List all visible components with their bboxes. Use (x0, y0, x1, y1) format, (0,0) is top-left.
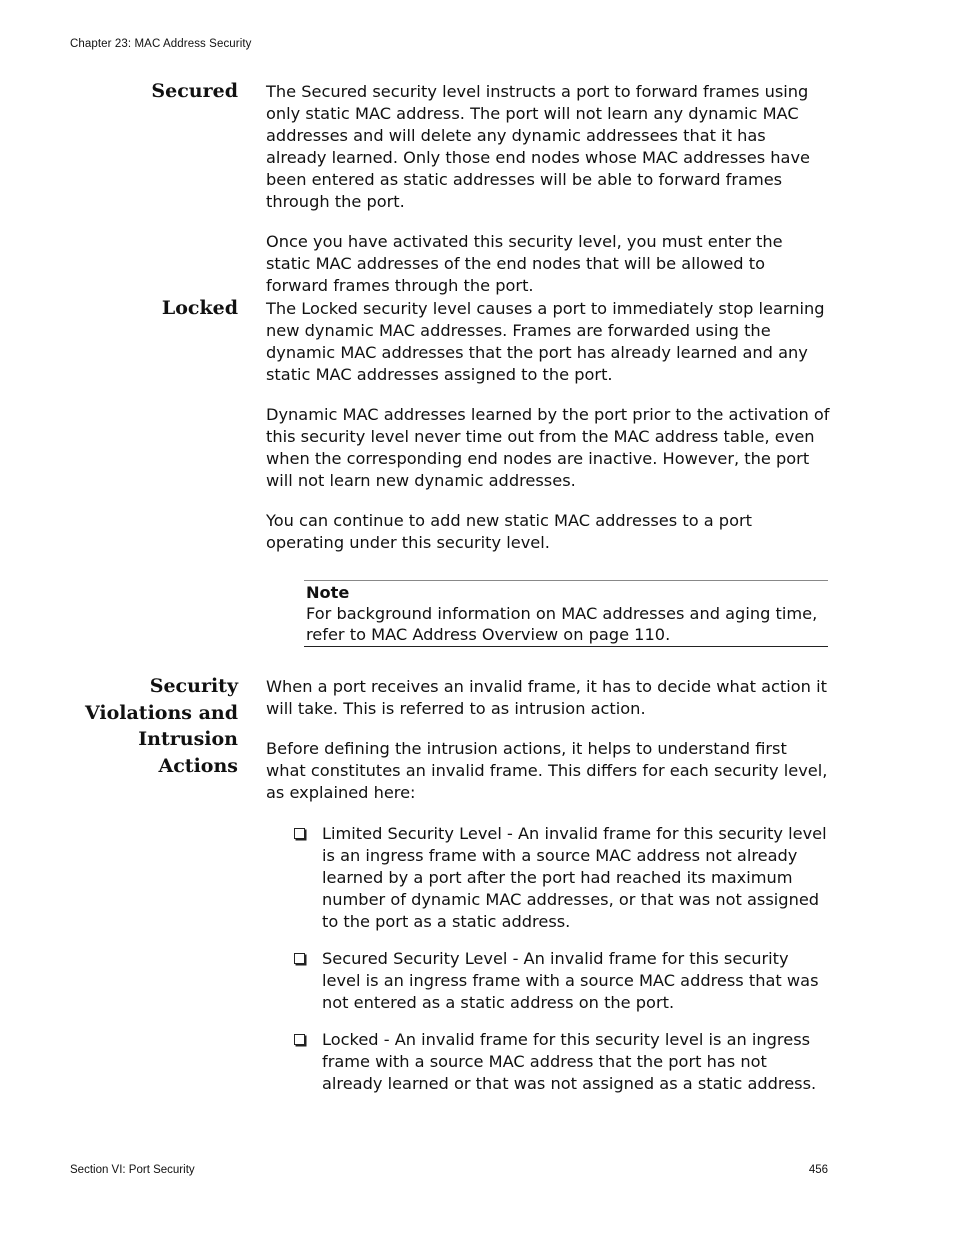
heading-line: Security (149, 675, 238, 697)
running-header: Chapter 23: MAC Address Security (70, 38, 252, 50)
checkbox-bullet-icon (294, 828, 305, 839)
checkbox-bullet-icon (294, 1034, 305, 1045)
heading-line: Intrusion (138, 728, 238, 750)
heading-secured: Secured (151, 80, 238, 102)
footer-section: Section VI: Port Security (70, 1164, 195, 1176)
list-item (292, 823, 832, 933)
page-number: 456 (808, 1164, 828, 1176)
note-title: Note (306, 583, 350, 602)
violations-body (266, 676, 831, 804)
paragraph: When a port receives an invalid frame, it has to decide what action it will take. This is referred to as intrusion action. (266, 677, 827, 718)
violation-bullet-list (292, 823, 832, 1095)
heading-line: Violations and (84, 701, 238, 724)
list-item-text: Locked - An invalid frame for this security level is an ingress frame with a source MAC address that the port has not already learned or that was not assigned as a static address. (322, 1030, 817, 1093)
paragraph: You can continue to add new static MAC addresses to a port operating under this security level. (266, 511, 752, 552)
paragraph: Once you have activated this security level, you must enter the static MAC addresses of the end nodes that will be allowed to forward frames through the port. (266, 232, 783, 295)
paragraph: The Locked security level causes a port to immediately stop learning new dynamic MAC addresses. Frames are forwarded using the dynamic MAC addresses that the port has already learned and any static MAC addresses assigned to the port. (266, 299, 825, 384)
checkbox-bullet-icon (294, 953, 305, 964)
heading-security-violations (60, 673, 238, 779)
list-item (292, 1029, 832, 1095)
paragraph: The Secured security level instructs a port to forward frames using only static MAC address. The port will not learn any dynamic MAC addresses and will delete any dynamic addressees that it has already learned. Only those end nodes whose MAC addresses have been entered as static addresses will be able to forward frames through the port. (266, 82, 811, 211)
heading-locked: Locked (161, 297, 238, 319)
list-item-text: Limited Security Level - An invalid frame for this security level is an ingress frame with a source MAC address not already learned by a port after the port had reached its maximum number of dynamic MAC addresses, or that was not assigned to the port as a static address. (322, 824, 827, 931)
note-text: For background information on MAC addresses and aging time, refer to MAC Address Overview on page 110. (306, 604, 818, 644)
secured-body (266, 81, 831, 297)
list-item-text: Secured Security Level - An invalid frame for this security level is an ingress frame with a source MAC address that was not entered as a static address on the port. (322, 949, 819, 1012)
paragraph: Before defining the intrusion actions, it helps to understand first what constitutes an invalid frame. This differs for each security level, as explained here: (266, 739, 828, 802)
note-box (304, 580, 828, 647)
locked-body (266, 298, 831, 554)
paragraph: Dynamic MAC addresses learned by the port prior to the activation of this security level never time out from the MAC address table, even when the corresponding end nodes are inactive. However, the port will not learn new dynamic addresses. (266, 405, 830, 490)
list-item (292, 948, 832, 1014)
heading-line: Actions (158, 754, 238, 777)
